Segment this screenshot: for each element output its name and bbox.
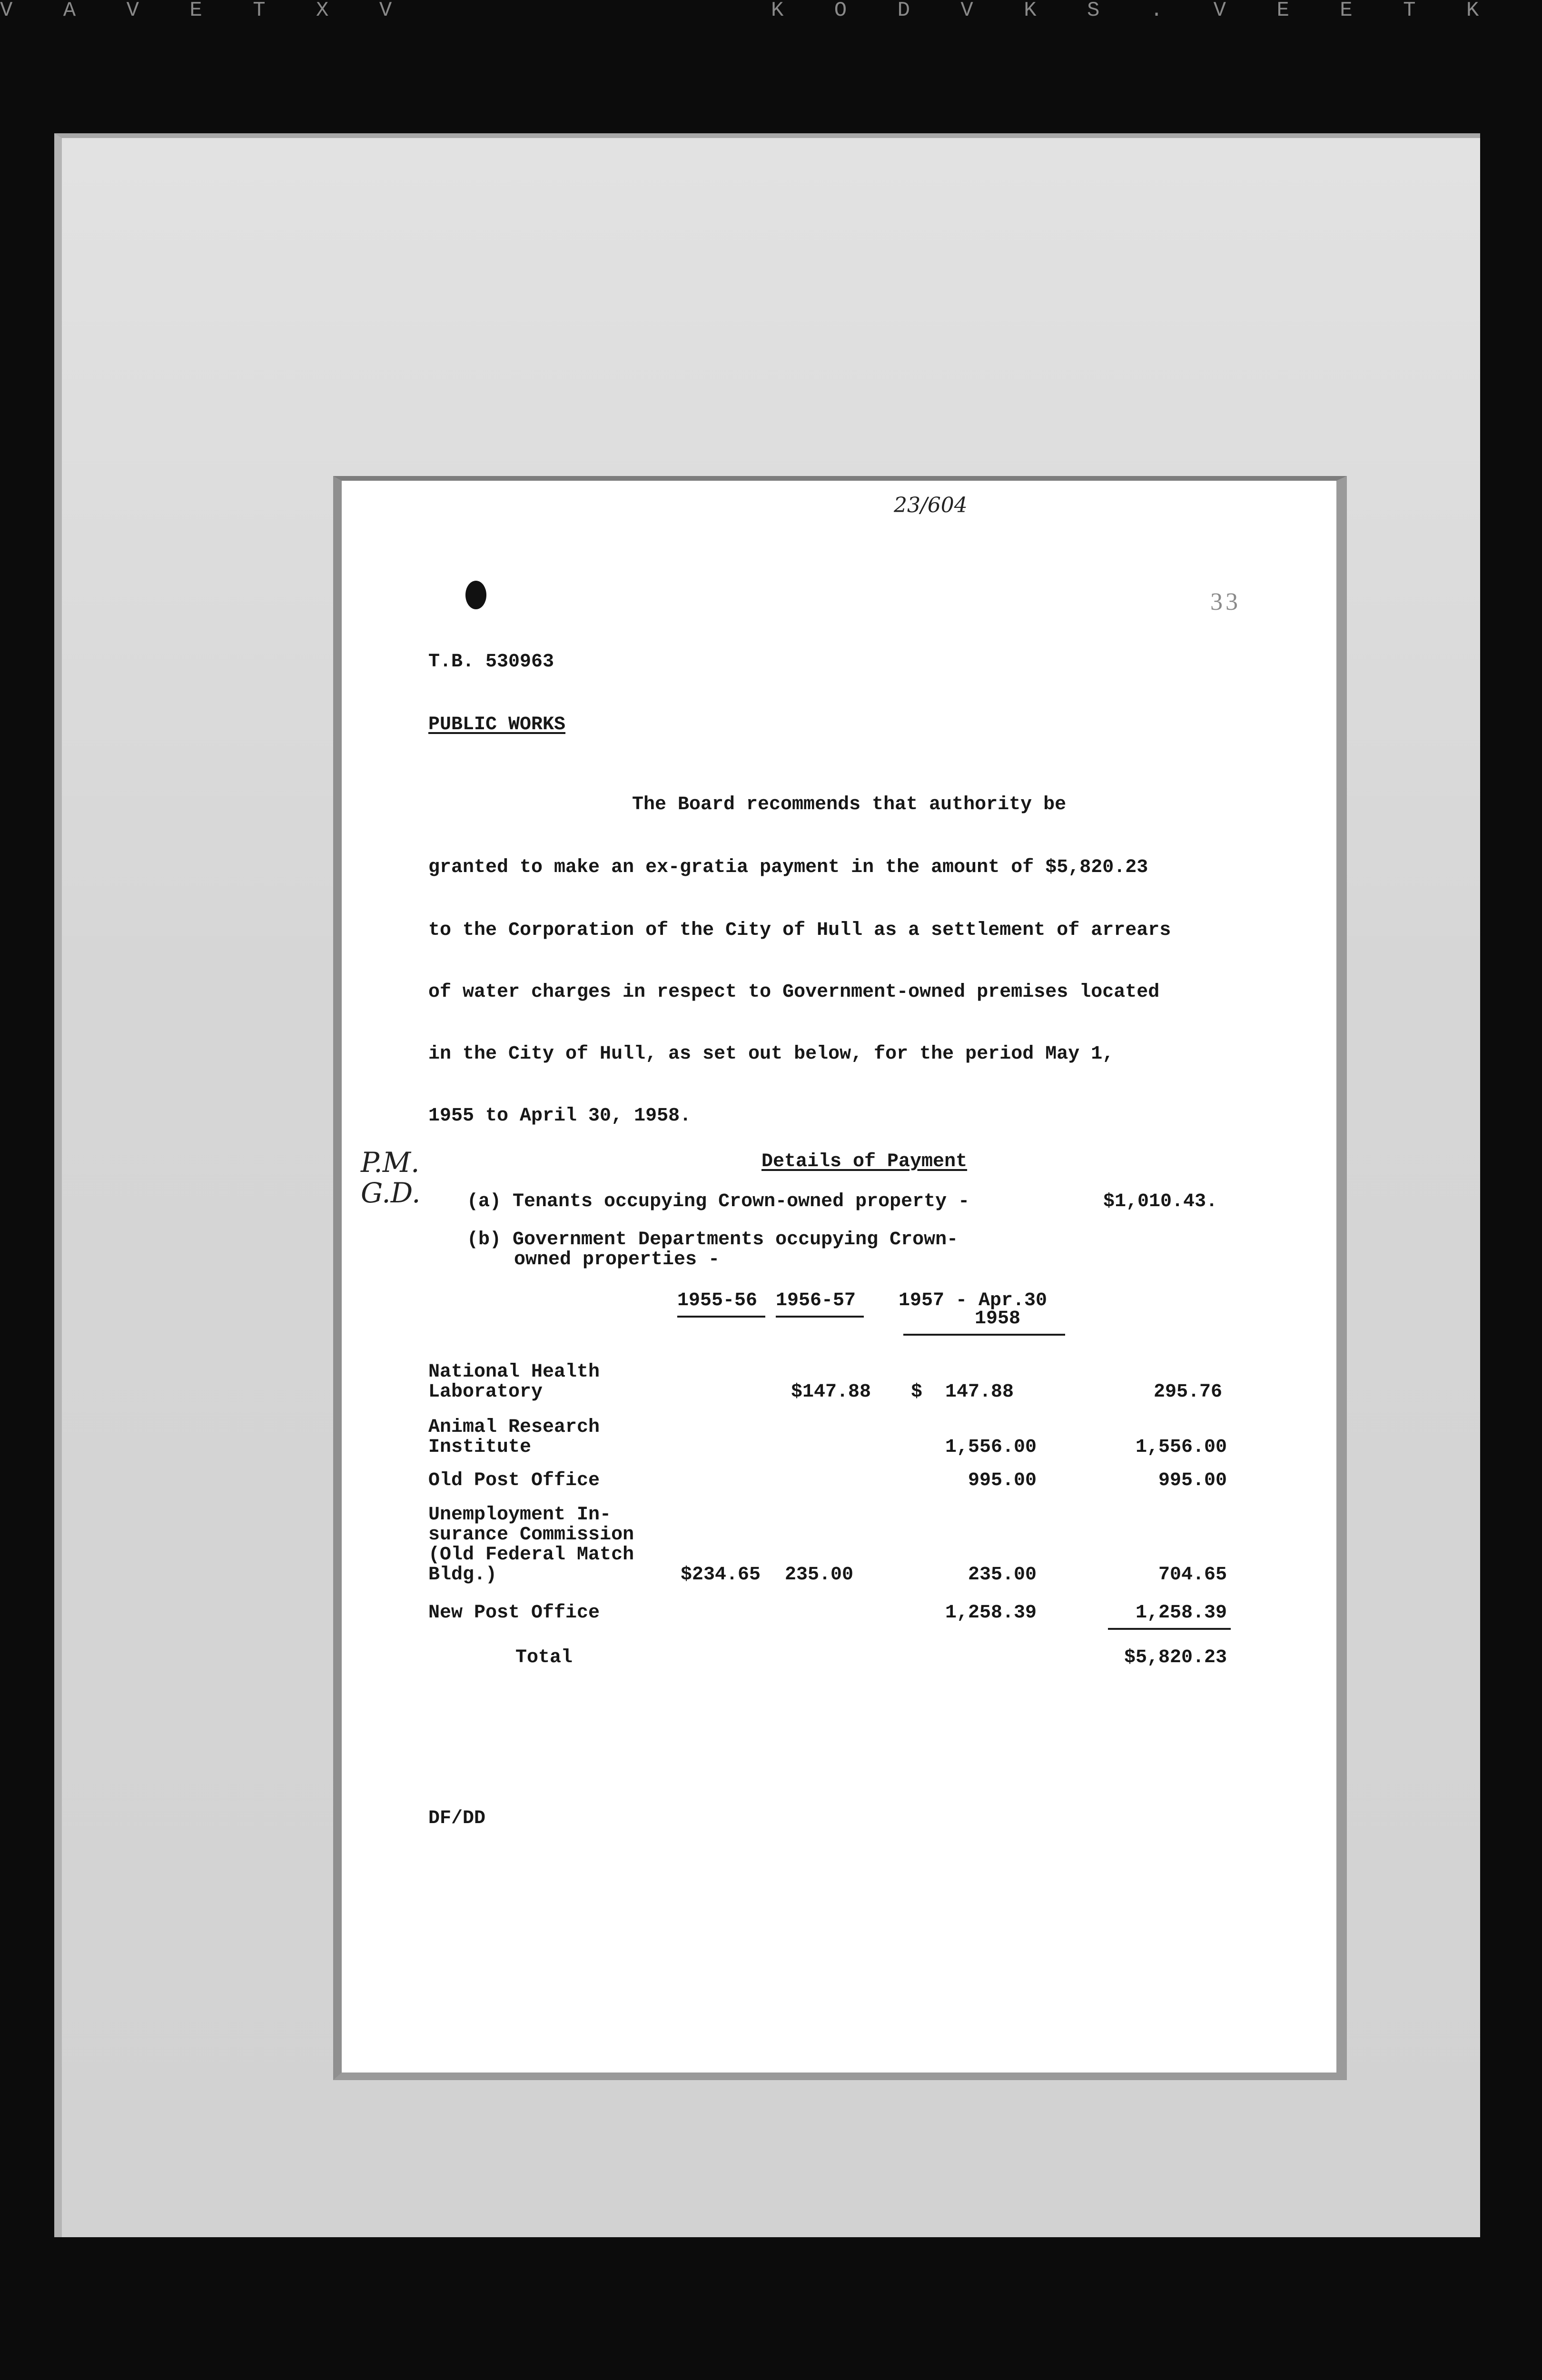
- handwritten-reference: 23/604: [894, 493, 968, 517]
- handwritten-initials: P.M. G.D.: [361, 1146, 421, 1209]
- row-value-1957-58: 235.00: [968, 1564, 1037, 1586]
- row-name-line: New Post Office: [428, 1602, 600, 1624]
- page-number: 33: [1210, 588, 1241, 615]
- document-page: [333, 476, 1347, 2080]
- column-header-1957-58-year: 1958: [975, 1308, 1021, 1329]
- row-total: 1,556.00: [1135, 1437, 1227, 1458]
- typist-initials: DF/DD: [428, 1808, 486, 1829]
- item-a-label: (a) Tenants occupying Crown-owned property -: [467, 1191, 970, 1212]
- row-total: 295.76: [1153, 1381, 1222, 1403]
- row-name-line: surance Commission: [428, 1524, 634, 1546]
- row-total: 704.65: [1158, 1564, 1227, 1586]
- column-header-rule: [677, 1316, 765, 1318]
- row-value-1956-57: 235.00: [784, 1564, 853, 1586]
- row-name-line: Bldg.): [428, 1564, 497, 1586]
- film-edge-code-right: K O D V K S . V E E T K: [771, 0, 1498, 22]
- film-edge-markings: [0, 0, 1542, 23]
- row-value-1957-58: 1,258.39: [945, 1602, 1037, 1624]
- row-value-1955-56: $234.65: [680, 1564, 761, 1586]
- column-header-1956-57: 1956-57: [776, 1290, 856, 1311]
- row-value-1957-58: 995.00: [968, 1470, 1037, 1491]
- row-name-line: (Old Federal Match: [428, 1544, 634, 1566]
- row-value-1957-58: 1,556.00: [945, 1437, 1037, 1458]
- tb-number: T.B. 530963: [428, 651, 554, 673]
- punch-hole: [465, 581, 486, 609]
- body-line: of water charges in respect to Government-owned premises located: [428, 982, 1160, 1003]
- details-heading: Details of Payment: [761, 1151, 968, 1172]
- body-line: in the City of Hull, as set out below, for the period May 1,: [428, 1043, 1114, 1065]
- column-header-1955-56: 1955-56: [677, 1290, 758, 1311]
- item-b-line2: owned properties -: [514, 1249, 720, 1270]
- row-value-1957-58: $ 147.88: [911, 1381, 1014, 1403]
- row-name-line: Laboratory: [428, 1381, 543, 1403]
- department-heading: PUBLIC WORKS: [428, 714, 566, 735]
- row-name-line: Institute: [428, 1437, 532, 1458]
- row-value-1956-57: $147.88: [791, 1381, 871, 1403]
- total-amount: $5,820.23: [1124, 1647, 1227, 1668]
- body-line: The Board recommends that authority be: [632, 794, 1067, 815]
- total-rule: [1108, 1628, 1231, 1630]
- row-name-line: Unemployment In-: [428, 1504, 612, 1526]
- row-total: 995.00: [1158, 1470, 1227, 1491]
- column-header-rule: [903, 1334, 1065, 1336]
- row-name-line: Animal Research: [428, 1417, 600, 1438]
- row-name-line: National Health: [428, 1361, 600, 1383]
- column-header-rule: [776, 1316, 864, 1318]
- film-edge-code-left: V A V E T X V: [0, 0, 411, 22]
- item-b-line1: (b) Government Departments occupying Crown-: [467, 1229, 959, 1250]
- item-a-amount: $1,010.43.: [1103, 1191, 1218, 1212]
- body-line: to the Corporation of the City of Hull as a settlement of arrears: [428, 920, 1171, 941]
- column-header-1957-58: 1957 - Apr.30: [899, 1290, 1048, 1311]
- body-line: 1955 to April 30, 1958.: [428, 1105, 692, 1127]
- row-name-line: Old Post Office: [428, 1470, 600, 1491]
- body-line: granted to make an ex-gratia payment in the amount of $5,820.23: [428, 857, 1148, 878]
- total-label: Total: [515, 1647, 573, 1668]
- row-total: 1,258.39: [1135, 1602, 1227, 1624]
